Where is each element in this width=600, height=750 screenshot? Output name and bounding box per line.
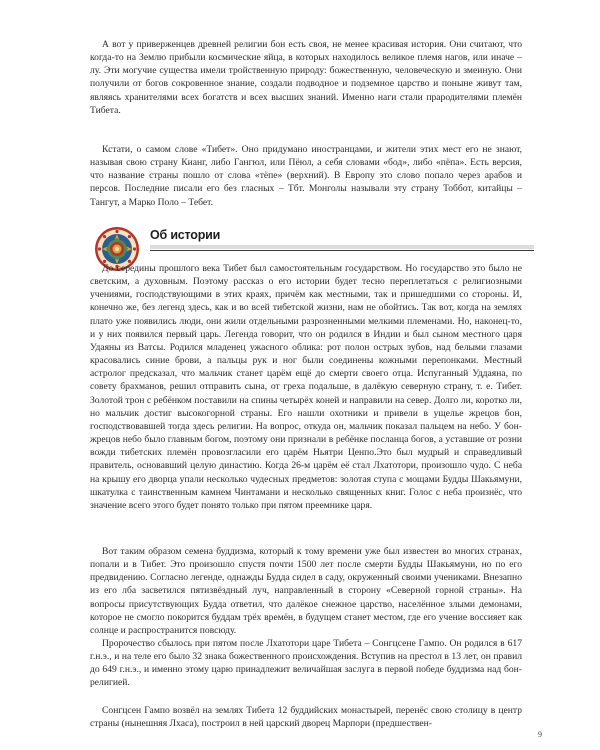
section-title: Об истории <box>150 228 221 242</box>
paragraph-word-tibet: Кстати, о самом слове «Тибет». Оно придумано иностранцами, и жители этих мест его не знают, называя свою страну Кианг, либо Гангюл, или Пёюл, а себя словами «бод», либо «пёпа». Есть версия, что название страны пошло от слова «тёпе» (верхний). В Европу это слово попало через арабов и персов. Последние писали его без гласных – Тбт. Монголы называли эту страну Тоббот, китайцы – Тангут, а Марко Поло – Тебет. <box>90 144 522 208</box>
paragraph-history: До середины прошлого века Тибет был самостоятельным государством. Но государство это было не светским, а духовным. Поэтому рассказ о его истории будет тесно переплетаться с религиозными учениями, господствующими в этих краях, причём как местными, так и пришедшими со стороны. И, конечно же, без легенд здесь, как и во всей тибетской жизни, нам не обойтись. Так вот, когда на землях плато уже появились люди, они жили отдельными разрозненными мелкими племенами. Но, наконец-то, и у них появился первый царь. Легенда говорит, что он родился в Индии и был сыном местного царя Удаяны из Ватсы. Родился младенец ужасного облика: рот полон острых зубов, над белыми глазами красовались синие брови, а пальцы рук и ног были соединены кожными перепонками. Местный астролог предсказал, что мальчик станет царём ещё до смерти своего отца. Испуганный Уддаяна, по совету брахманов, решил отправить сына, от греха подальше, в далёкую северную страну, т. е. Тибет. Золотой трон с ребёнком поставили на спины четырёх коней и направили на север. Долго ли, коротко ли, но мальчик достиг высокогорной страны. Его нашли охотники и привели в ущелье жрецов бон, господствовавшей тогда здесь религии. На вопрос, откуда он, мальчик показал пальцем на небо. У бон-жрецов небо было главным богом, поэтому они признали в ребёнке посланца богов, а уставшие от розни вожди тибетских племён провозгласили его царём Ньятри Ценпо.Это был мудрый и справедливый правитель, основавший целую династию. Когда 26-м царём её стал Лхатотори, произошло чудо. С неба на крышу его дворца упали несколько чудесных предметов: золотая ступа с мощами Будды Шакьямуни, шкатулка с таинственным камнем Чинтамани и несколько священных книг. Голос с неба произнёс, что значение всего этого будет понято только при пятом преемнике царя. <box>90 263 522 511</box>
paragraph-songtsen: Сонгцсен Гампо возвёл на землях Тибета 12 буддийских монастырей, перенёс свою столицу в центр страны (нынешняя Лхаса), построил в ней царский дворец Марпори (предшествен- <box>90 705 522 730</box>
paragraph-buddhism-seeds: Вот таким образом семена буддизма, который к тому времени уже был известен во многих странах, попали и в Тибет. Это произошло спустя почти 1500 лет после смерти Будды Шакьямуни, но по его предвидению. Согласно легенде, однажды Будда сидел в саду, окруженный своими учениками. Внезапно из его лба засветился пятизвёздный луч, направленный в сторону «Северной горной страны». На вопросы присутствующих Будда ответил, что далёкое снежное царство, населённое злыми демонами, которое не смогло покорится буддам трёх времён, в будущем станет местом, где его учение воссияет как солнце и распространится повсюду. <box>90 546 522 636</box>
page-number: 9 <box>538 730 542 739</box>
section-rule-bar <box>150 245 534 249</box>
paragraph-prophecy: Пророчество сбылось при пятом после Лхатотори царе Тибета – Сонгцсене Гампо. Он родился в 617 г.н.э., и на теле его было 32 знака божественного происхождения. Вступив на престол в 13 лет, он правил до 649 г.н.э., и именно этому царю принадлежит величайшая заслуга в первой победе буддизма над бон-религией. <box>90 638 522 689</box>
intro-paragraph-bon: А вот у приверженцев древней религии бон есть своя, не менее красивая история. Они считают, что когда-то на Землю прибыли космические яйца, в которых находилось великое племя нагов, или иначе – лу. Эти могучие существа имели тройственную природу: божественную, человеческую и змеиную. Они получили от богов сокровенное знание, создали подводное и подземное царство и поныне живут там, являясь хранителями всех богатств и всех высших знаний. Именно наги стали прародителями племён Тибета. <box>90 39 522 116</box>
section-rule <box>150 250 534 251</box>
